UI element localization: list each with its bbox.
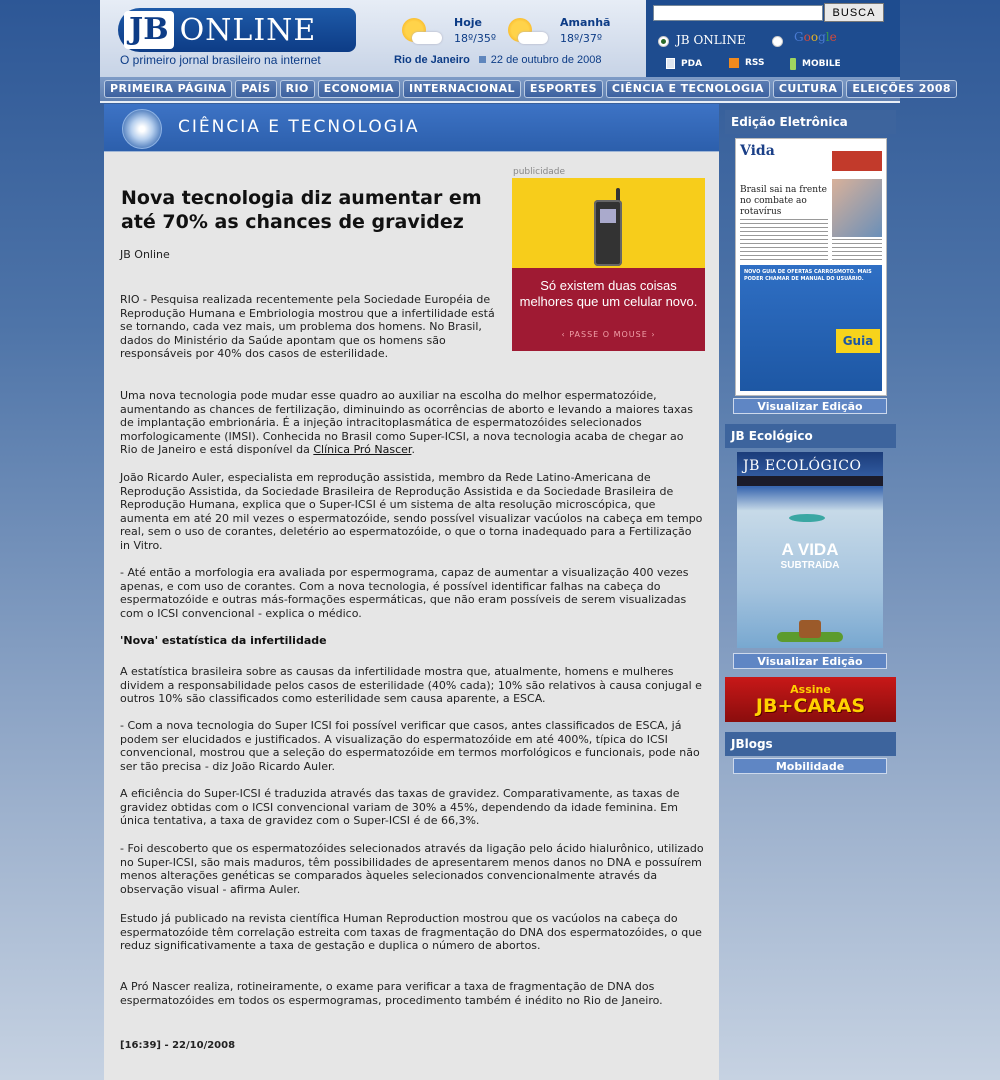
nav-economia[interactable]: ECONOMIA — [318, 80, 400, 98]
cover-photo — [832, 179, 882, 237]
google-letter: o — [810, 30, 819, 44]
article-paragraph: A Pró Nascer realiza, rotineiramente, o exame para verificar a taxa de fragmentação de DNA dos espermatozóides em todos os espermogramas, procedimento também é inédito no Rio de Janeiro. — [120, 980, 663, 1007]
advertisement[interactable] — [512, 178, 705, 351]
cover-masthead: Vida — [740, 143, 775, 159]
eco-subhead: SUBTRAÍDA — [780, 560, 840, 571]
nav-primeira-pagina[interactable]: PRIMEIRA PÁGINA — [104, 80, 232, 98]
article-paragraph: - Foi descoberto que os espermatozóides selecionados através da ligação pelo ácido hialurônico, utilizado no Super-ICSI, são mais maduros, têm possibilidades de apresentarem menos danos no DNA e possuírem menos alterações genéticas se comparados àqueles selecionados convencionalmente através da observação visual - afirma Auler. — [120, 842, 704, 896]
header — [100, 0, 900, 77]
nav-pais[interactable]: PAÍS — [235, 80, 276, 98]
article-paragraph: Estudo já publicado na revista científica Human Reproduction mostrou que os vacúolos na cabeça do espermatozóide têm correlação estreita com taxas de fragmentação do DNA dos espermatozóides, o que reduz significativamente a taxa de gestação e duplica o número de abortos. — [120, 912, 702, 952]
nav-internacional[interactable]: INTERNACIONAL — [403, 80, 521, 98]
edicao-eletronica-cover[interactable] — [735, 138, 887, 396]
article-title: Nova tecnologia diz aumentar em até 70% as chances de gravidez — [121, 187, 482, 233]
section-title: CIÊNCIA E TECNOLOGIA — [178, 117, 420, 137]
current-date: 22 de outubro de 2008 — [490, 54, 602, 66]
pda-icon — [666, 58, 675, 69]
mobile-icon — [790, 58, 796, 70]
clinica-pro-nascer-link[interactable]: Clínica Pró Nascer — [313, 443, 412, 456]
service-label: MOBILE — [802, 59, 841, 69]
paragraph-end: . — [411, 443, 415, 456]
cover-headline: Brasil sai na frente no combate ao rotavírus — [740, 185, 827, 217]
visualizar-edicao-button[interactable]: Visualizar Edição — [733, 398, 887, 414]
square-icon — [479, 56, 486, 63]
service-label: RSS — [745, 58, 765, 68]
mobilidade-button[interactable]: Mobilidade — [733, 758, 887, 774]
article-subheading: 'Nova' estatística da infertilidade — [120, 634, 327, 647]
cover-banner — [832, 151, 882, 171]
service-rss[interactable] — [729, 58, 765, 68]
jb-online-logo[interactable] — [118, 8, 356, 52]
article-timestamp: [16:39] - 22/10/2008 — [120, 1040, 236, 1051]
assine-label: Assine — [790, 683, 831, 696]
radio-jb-online-label: JB ONLINE — [676, 33, 746, 47]
page — [100, 0, 951, 1080]
tagline: O primeiro jornal brasileiro na internet — [120, 53, 321, 67]
main-nav — [100, 77, 951, 103]
logo-online: ONLINE — [179, 12, 317, 48]
nav-rio[interactable]: RIO — [280, 80, 315, 98]
section-header — [104, 104, 719, 151]
cloud-icon — [412, 32, 442, 44]
article-paragraph: A estatística brasileira sobre as causas da infertilidade mostra que, atualmente, homens e mulheres dividem a responsabilidade pelos casos de esterilidade (40% cada); 10% são relativos à causa conjugal e outros 10% são classificados como esterilidade sem causa aparente, a ESCA. — [120, 665, 702, 705]
service-label: PDA — [681, 58, 703, 69]
stump-icon — [799, 620, 821, 638]
google-logo — [794, 30, 837, 44]
cloud-icon — [518, 32, 548, 44]
ad-text: Só existem duas coisas melhores que um celular novo. — [519, 278, 698, 309]
eco-headline: A VIDA — [781, 540, 839, 559]
google-letter: g — [818, 30, 826, 44]
google-letter: o — [803, 30, 811, 44]
rss-icon — [729, 58, 739, 68]
google-letter: l — [825, 30, 830, 44]
search-button[interactable]: BUSCA — [824, 3, 884, 22]
search-panel — [646, 0, 900, 77]
nav-eleicoes-2008[interactable]: ELEIÇÕES 2008 — [846, 80, 957, 98]
fish-icon — [789, 514, 825, 522]
article-paragraph: João Ricardo Auler, especialista em reprodução assistida, membro da Rede Latino-Americana de Reprodução Assistida, da Sociedade Brasileira de Reprodução Assistida e da Sociedade Brasileira de Reprodução Humana, explica que o Super-ICSI é um sistema de alta resolução microscópica, que aumenta em até 20 mil vezes o espermatozóide, sendo possível visualizar vacúolos na cabeça em tempo real, sem o uso de corantes, deletério ao espermatozóide, o que o torna inadequado para a Fertilização in Vitro. — [120, 471, 703, 552]
cover-ad-text: NOVO GUIA DE OFERTAS CARROSMOTO. MAIS PODER CHAMAR DE MANUAL DO USUÁRIO. — [744, 269, 872, 282]
weather-tomorrow — [508, 14, 618, 54]
weather-today — [402, 14, 512, 54]
logo-jb: JB — [124, 11, 174, 49]
ad-label: publicidade — [513, 167, 566, 177]
cover-text-lines — [832, 239, 882, 261]
eco-masthead: JB ECOLÓGICO — [743, 458, 862, 474]
cover-ad — [740, 265, 882, 391]
service-pda[interactable] — [666, 58, 702, 69]
article-paragraph: RIO - Pesquisa realizada recentemente pela Sociedade Européia de Reprodução Humana e Embriologia mostrou que a infertilidade está se tornando, cada vez mais, um problema dos homens. No Brasil, dados do Ministério da Saúde apontam que os homens são responsáveis por 40% dos casos de esterilidade. — [120, 293, 495, 360]
visualizar-edicao-eco-button[interactable]: Visualizar Edição — [733, 653, 887, 669]
article-paragraph — [120, 389, 704, 457]
main-content — [104, 104, 719, 1080]
eco-strip — [737, 476, 883, 486]
ad-cta: ‹ PASSE O MOUSE › — [561, 330, 656, 339]
article-paragraph: A eficiência do Super-ICSI é traduzida através das taxas de gravidez. Comparativamente, as taxas de gravidez obtidas com o ICSI convencional variam de 30% a 45%, dependendo da idade feminina. Em única tentativa, a taxa de gravidez com o Super-ICSI é de 66,3%. — [120, 787, 680, 827]
jblogs-title: JBlogs — [725, 732, 896, 756]
paragraph-text: Uma nova tecnologia pode mudar esse quadro ao auxiliar na escolha do melhor espermatozóide, aumentando as chances de fertilização, diminuindo as ocorrências de aborto e levando a maiores taxas de implantação embrionária. É a injeção intracitoplasmática de espermatozóides selecionados morfologicamente (IMSI). Conhecida no Brasil como Super-ICSI, a nova tecnologia acaba de chegar ao Rio de Janeiro e está disponível da — [120, 389, 694, 456]
divider — [104, 151, 719, 152]
google-letter: e — [829, 30, 837, 44]
radio-google[interactable] — [772, 36, 783, 47]
city: Rio de Janeiro — [394, 54, 470, 66]
search-input[interactable] — [653, 5, 823, 21]
weather-temp: 18º/35º — [454, 32, 497, 45]
radio-jb-online[interactable] — [658, 36, 669, 47]
cover-guia: Guia — [836, 329, 880, 353]
sidebar — [725, 104, 896, 1080]
article-paragraph: - Com a nova tecnologia do Super ICSI foi possível verificar que casos, antes classificados de ESCA, já podem ser elucidados e justificados. A visualização do espermatozóide em até 400%, típica do ICSI convencional, mostrou que a seleção do espermatozóide em termos morfológicos e funcionais, pode não ser tão precisa - diz João Ricardo Auler. — [120, 719, 700, 773]
cover-text-lines — [740, 219, 828, 261]
jb-ecologico-title: JB Ecológico — [725, 424, 896, 448]
edicao-eletronica-title: Edição Eletrônica — [725, 110, 896, 134]
weather-day: Hoje — [454, 16, 482, 29]
phone-icon — [594, 200, 622, 266]
nav-ciencia-tecnologia[interactable]: CIÊNCIA E TECNOLOGIA — [606, 80, 770, 98]
nav-cultura[interactable]: CULTURA — [773, 80, 843, 98]
assine-jb-caras-banner[interactable] — [725, 677, 896, 722]
article-paragraph: - Até então a morfologia era avaliada por espermograma, capaz de aumentar a visualização 400 vezes apenas, e com uso de corantes. Com a nova tecnologia, é possível identificar falhas na cabeça do espermatozóide e outras más-formações espermáticas, que não eram possíveis de serem visualizadas com o ICSI convencional - explica o médico. — [120, 566, 689, 620]
weather-temp: 18º/37º — [560, 32, 603, 45]
service-mobile[interactable] — [790, 58, 841, 70]
google-letter: G — [794, 30, 804, 44]
weather-location — [394, 54, 602, 66]
jb-ecologico-cover[interactable] — [737, 452, 883, 648]
globe-icon — [122, 109, 162, 149]
article-source: JB Online — [120, 248, 170, 261]
nav-esportes[interactable]: ESPORTES — [524, 80, 603, 98]
weather-day: Amanhã — [560, 16, 611, 29]
jb-caras-label: JB+CARAS — [755, 695, 866, 717]
